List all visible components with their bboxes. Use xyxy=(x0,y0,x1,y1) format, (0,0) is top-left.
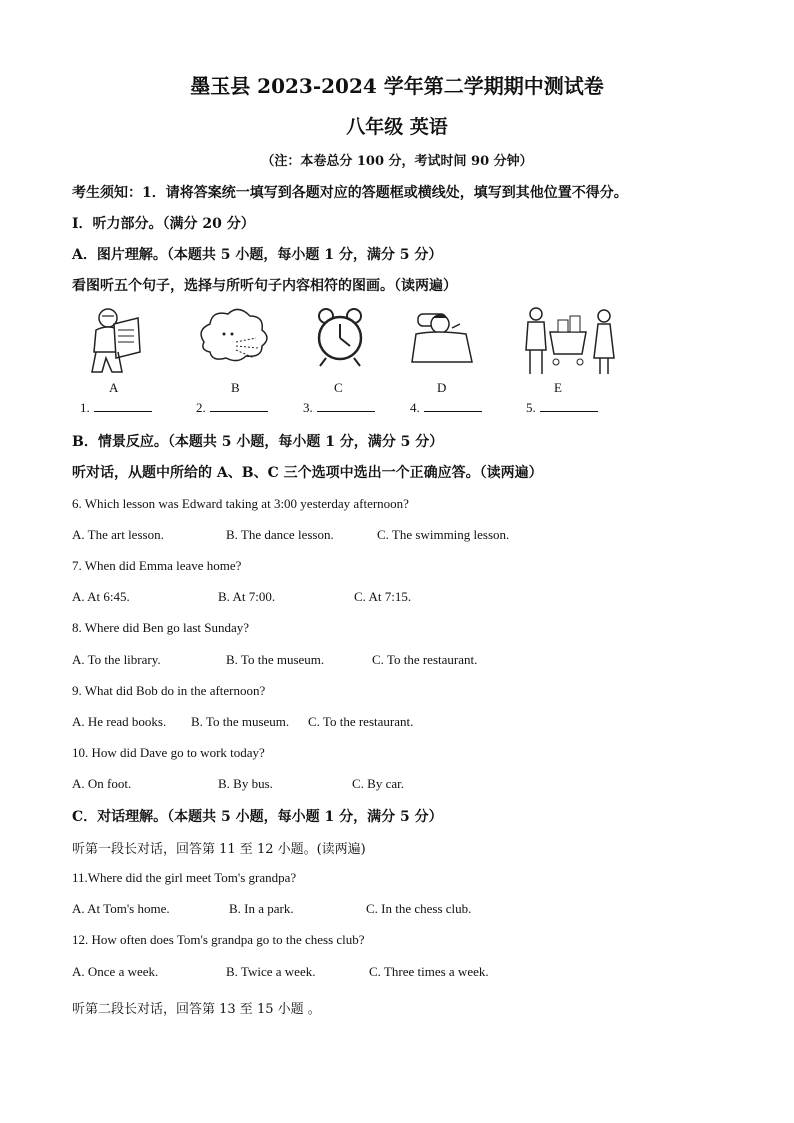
option-10c[interactable]: C. By car. xyxy=(352,776,404,791)
option-8a[interactable]: A. To the library. xyxy=(72,652,161,667)
option-8b[interactable]: B. To the museum. xyxy=(226,652,325,667)
exam-note: （注：本卷总分 100 分，考试时间 90 分钟） xyxy=(261,154,533,169)
sectionA-heading: A．图片理解。（本题共 5 小题，每小题 1 分，满分 5 分） xyxy=(72,247,443,263)
option-12a[interactable]: A. Once a week. xyxy=(72,964,159,979)
option-11a[interactable]: A. At Tom's home. xyxy=(72,901,170,916)
question-9: 9. What did Bob do in the afternoon? xyxy=(72,683,266,698)
windy-cloud-icon xyxy=(194,306,270,366)
option-8c[interactable]: C. To the restaurant. xyxy=(372,652,478,667)
shopping-family-icon xyxy=(518,306,618,378)
answer-blank-5[interactable]: 5. xyxy=(526,400,598,416)
option-10a[interactable]: A. On foot. xyxy=(72,776,132,791)
picture-label-b: B xyxy=(231,380,240,395)
option-12c[interactable]: C. Three times a week. xyxy=(369,964,489,979)
exam-title: 墨玉县 2023-2024 学年第二学期期中测试卷 xyxy=(190,74,604,98)
sectionC-heading: C．对话理解。（本题共 5 小题，每小题 1 分，满分 5 分） xyxy=(72,809,443,825)
sectionB-direction: 听对话，从题中所给的 A、B、C 三个选项中选出一个正确应答。（读两遍） xyxy=(72,465,543,481)
picture-label-a: A xyxy=(109,380,119,395)
option-9b[interactable]: B. To the museum. xyxy=(191,714,290,729)
answer-blank-2[interactable]: 2. xyxy=(196,400,268,416)
option-12b[interactable]: B. Twice a week. xyxy=(226,964,316,979)
man-reading-newspaper-icon xyxy=(86,306,144,376)
sick-boy-in-bed-icon xyxy=(410,306,476,368)
sectionA-direction: 看图听五个句子，选择与所听句子内容相符的图画。（读两遍） xyxy=(72,278,457,294)
alarm-clock-icon xyxy=(312,306,368,368)
exam-subtitle: 八年级 英语 xyxy=(346,116,448,138)
sectionB-heading: B．情景反应。（本题共 5 小题，每小题 1 分，满分 5 分） xyxy=(72,434,444,450)
option-6c[interactable]: C. The swimming lesson. xyxy=(377,527,510,542)
option-9a[interactable]: A. He read books. xyxy=(72,714,167,729)
option-11c[interactable]: C. In the chess club. xyxy=(366,901,472,916)
question-12: 12. How often does Tom's grandpa go to the chess club? xyxy=(72,932,365,947)
answer-blank-4[interactable]: 4. xyxy=(410,400,482,416)
question-6: 6. Which lesson was Edward taking at 3:00 yesterday afternoon? xyxy=(72,496,409,511)
answer-blank-1[interactable]: 1. xyxy=(80,400,152,416)
sectionC-direction-2: 听第二段长对话，回答第 13 至 15 小题 。 xyxy=(72,1002,321,1017)
part1-heading: I．听力部分。（满分 20 分） xyxy=(72,216,255,232)
question-10: 10. How did Dave go to work today? xyxy=(72,745,265,760)
option-9c[interactable]: C. To the restaurant. xyxy=(308,714,414,729)
picture-label-c: C xyxy=(334,380,343,395)
question-8: 8. Where did Ben go last Sunday? xyxy=(72,620,250,635)
answer-blank-3[interactable]: 3. xyxy=(303,400,375,416)
question-11: 11.Where did the girl meet Tom's grandpa? xyxy=(72,870,297,885)
option-10b[interactable]: B. By bus. xyxy=(218,776,273,791)
option-7a[interactable]: A. At 6:45. xyxy=(72,589,130,604)
picture-label-e: E xyxy=(554,380,562,395)
instructions: 考生须知：1．请将答案统一填写到各题对应的答题框或横线处，填写到其他位置不得分。 xyxy=(72,185,628,201)
question-7: 7. When did Emma leave home? xyxy=(72,558,242,573)
option-11b[interactable]: B. In a park. xyxy=(229,901,294,916)
option-6a[interactable]: A. The art lesson. xyxy=(72,527,164,542)
option-6b[interactable]: B. The dance lesson. xyxy=(226,527,334,542)
picture-label-d: D xyxy=(437,380,447,395)
option-7b[interactable]: B. At 7:00. xyxy=(218,589,276,604)
sectionC-direction-1: 听第一段长对话，回答第 11 至 12 小题。(读两遍) xyxy=(72,842,366,857)
option-7c[interactable]: C. At 7:15. xyxy=(354,589,412,604)
